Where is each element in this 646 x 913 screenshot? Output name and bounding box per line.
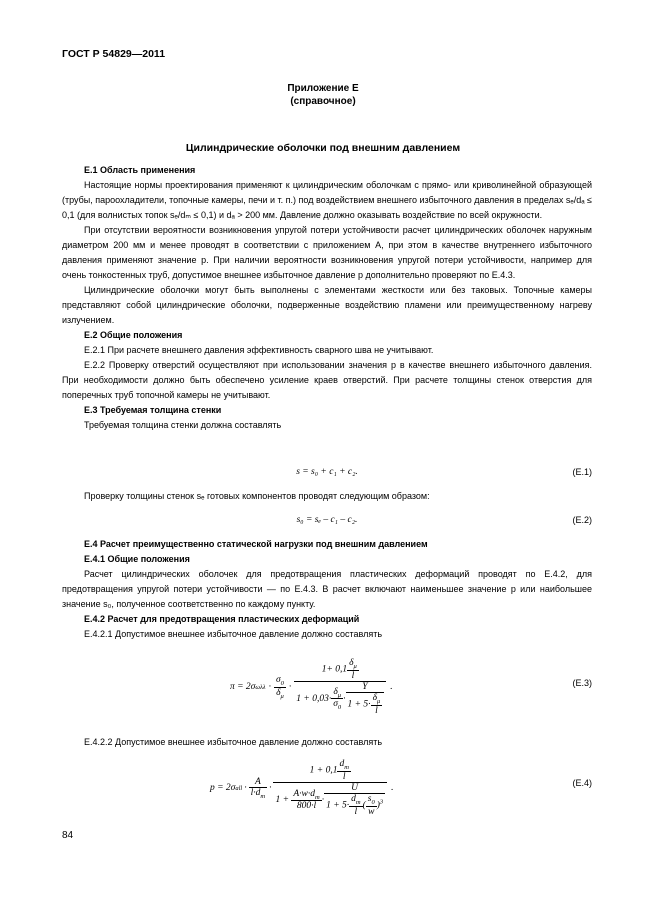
paragraph-check <box>62 489 592 504</box>
equation-text: s₀ = sₑ – c₁ – c₂. <box>296 515 358 525</box>
equation-number: (Е.3) <box>572 678 592 688</box>
equation-lhs: p = 2σ <box>210 783 236 793</box>
equation-e1 <box>62 467 592 477</box>
fraction: $\frac{\sigma_0}{\delta_\mu}$ <box>275 674 284 700</box>
paragraph: Настоящие нормы проектирования применяют к цилиндрическим оболочкам с прямо- или криволинейной образующей (трубы, пароохладители, топочные камеры, печи и т. п.) под воздействием внешнего избыточного давления в пределах sₑ/dₐ ≤ 0,1 (для волнистых топок sₑ/dₘ ≤ 0,1) и dₐ > 200 мм. Давление должно оказывать воздействие по всей окружности. <box>62 180 592 220</box>
heading-e4: Е.4 Расчет преимущественно статической нагрузки под внешним давлением <box>84 539 428 549</box>
paragraph: Проверку толщины стенок sₑ готовых компонентов проводят следующим образом: <box>84 491 430 501</box>
section-title: Цилиндрические оболочки под внешним давлением <box>185 142 461 154</box>
equation-number: (Е.4) <box>572 778 592 788</box>
equation-text: s = s₀ + c₁ + c₂. <box>296 467 358 477</box>
equation-lhs: π = 2σ <box>230 682 256 692</box>
fraction: 1+ 0,1 $\frac{\delta_\mu}{l}$ 1 + 0,03· $\frac{\delta_\mu}{\sigma_0}$ · Y 1 + 5· $\frac{\delta_\mu}{l}$ <box>294 658 386 716</box>
appendix-type: (справочное) <box>290 96 356 107</box>
paragraph: Е.4.2.2 Допустимое внешнее избыточное давление должно составлять <box>84 737 383 747</box>
section-body-2 <box>62 537 592 642</box>
equation-subscript: ωλλ <box>255 683 266 691</box>
equation-number: (Е.2) <box>572 515 592 525</box>
heading-e2: Е.2 Общие положения <box>84 330 183 340</box>
heading-e42: Е.4.2 Расчет для предотвращения пластических деформаций <box>84 614 360 624</box>
paragraph: Цилиндрические оболочки могут быть выполнены с элементами жесткости или без таковых. Топочные камеры представляют собой цилиндрические оболочки, подверженные воздействию пламени или преимущественному нагреву излучением. <box>62 285 592 325</box>
equation-e2 <box>62 515 592 525</box>
paragraph: Требуемая толщина стенки должна составлять <box>84 420 282 430</box>
page-number: 84 <box>62 830 74 841</box>
standard-header: ГОСТ Р 54829—2011 <box>62 48 166 60</box>
equation-subscript: all <box>235 784 243 792</box>
equation-e3: π = 2σ ωλλ · $\frac{\sigma_0}{\delta_\mu}$ · 1+ 0,1 $\frac{\delta_\mu}{l}$ 1 + 0,03· $\frac{\delta_\mu}{\sigma_0}$ · Y 1 + 5· $\frac{\delta_\mu}{l}$ . (Е.3) <box>230 658 592 716</box>
fraction: 1 + 0,1 $\frac{d_m}{l}$ 1 + $\frac{A\cdot w\cdot d_m}{800\cdot l}$ · U 1 + 5· $\frac{d_m}{l}$ ( $\frac{s_0}{w}$ )$^3$ <box>273 759 387 817</box>
heading-e41: Е.4.1 Общие положения <box>84 554 190 564</box>
equation-e4: p = 2σ all · $\frac{A}{l\cdot d_m}$ · 1 + 0,1 $\frac{d_m}{l}$ 1 + $\frac{A\cdot w\cdot d_m}{800\cdot l}$ · U 1 + 5· $\frac{d_m}{l}$ ( $\frac{s_0}{w}$ )$^3$ . (Е.4) <box>210 759 592 817</box>
section-body-1 <box>62 163 592 433</box>
heading-e3: Е.3 Требуемая толщина стенки <box>84 405 222 415</box>
fraction: $\frac{A}{l\cdot d_m}$ <box>250 776 266 800</box>
heading-e1: Е.1 Область применения <box>84 165 196 175</box>
appendix-heading <box>0 82 646 108</box>
appendix-label: Приложение Е <box>287 83 359 94</box>
paragraph: Расчет цилиндрических оболочек для предотвращения пластических деформаций проводят по Е.4.2, для предотвращения упругой потери устойчивости — по Е.4.3. В расчет включают наименьшее значение p или наибольшее значение s₀, полученное соответственно по каждому пункту. <box>62 569 592 609</box>
equation-number: (Е.1) <box>572 467 592 477</box>
paragraph-e422 <box>62 735 592 750</box>
paragraph: Е.2.1 При расчете внешнего давления эффективность сварного шва не учитывают. <box>84 345 434 355</box>
paragraph: Е.4.2.1 Допустимое внешнее избыточное давление должно составлять <box>84 629 383 639</box>
paragraph: При отсутствии вероятности возникновения упругой потери устойчивости расчет цилиндрических оболочек наружным диаметром 200 мм и менее проводят в соответствии с приложением А, при этом в качестве внутреннего избыточного давления применяют значение p. При наличии вероятности возникновения упругой потери устойчивости, например для очень тонкостенных труб, допустимое внешнее избыточное давление p дополнительно проверяют по Е.4.3. <box>62 225 592 280</box>
paragraph: Е.2.2 Проверку отверстий осуществляют при использовании значения p в качестве внешнего избыточного давления. При необходимости должно быть обеспечено усиление краев отверстий. При расчете толщины стенок отверстия для поперечных труб топочной камеры не учитывают. <box>62 360 592 400</box>
